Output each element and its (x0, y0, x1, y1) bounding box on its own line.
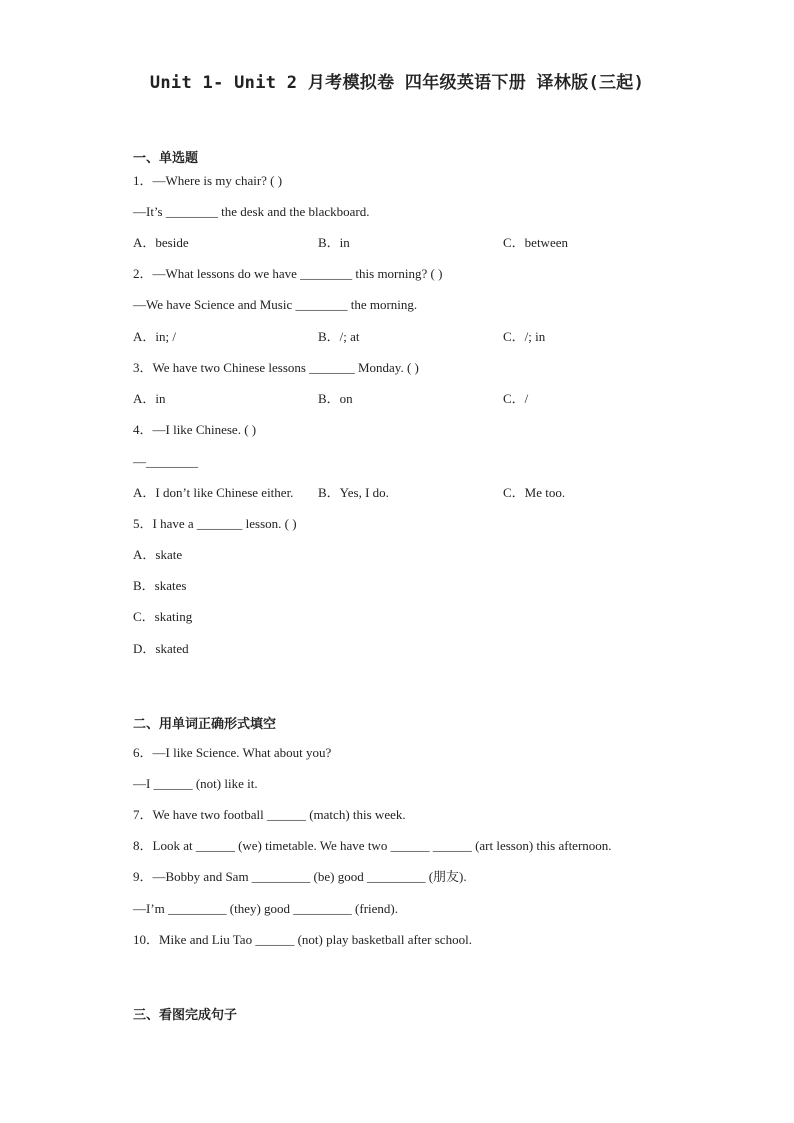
question-5-option-b: B．skates (133, 578, 187, 593)
question-2-option-c: C．/; in (503, 329, 546, 344)
question-4-option-b: B．Yes, I do. (318, 485, 389, 500)
question-1-option-b: B．in (318, 235, 350, 250)
page-title: Unit 1- Unit 2 月考模拟卷 四年级英语下册 译林版(三起) (149, 73, 645, 93)
question-9-line2: —I’m _________ (they) good _________ (friend). (133, 901, 399, 916)
question-4-line2: —________ (133, 454, 198, 469)
question-3-stem: 3．We have two Chinese lessons _______ Monday. ( ) (133, 360, 419, 375)
question-6-stem: 6．—I like Science. What about you? (133, 745, 332, 760)
section-heading-single-choice: 一、单选题 (133, 151, 199, 166)
question-5-stem: 5．I have a _______ lesson. ( ) (133, 516, 297, 531)
question-7-stem: 7．We have two football ______ (match) this week. (133, 807, 406, 822)
question-6-line2: —I ______ (not) like it. (133, 776, 258, 791)
question-2-line2: —We have Science and Music ________ the morning. (133, 297, 418, 312)
question-1-stem: 1．—Where is my chair? ( ) (133, 173, 283, 188)
question-8-stem: 8．Look at ______ (we) timetable. We have two ______ ______ (art lesson) this afternoon. (133, 838, 612, 853)
question-2-stem: 2．—What lessons do we have ________ this morning? ( ) (133, 266, 443, 281)
question-2-option-b: B．/; at (318, 329, 360, 344)
section-heading-picture-sentences: 三、看图完成句子 (133, 1008, 238, 1023)
question-1-line2: —It’s ________ the desk and the blackboard. (133, 204, 370, 219)
question-1-option-c: C．between (503, 235, 568, 250)
question-5-option-c: C．skating (133, 609, 193, 624)
question-4-option-c: C．Me too. (503, 485, 566, 500)
question-2-option-a: A．in; / (133, 329, 176, 344)
question-3-option-b: B．on (318, 391, 353, 406)
question-4-option-a: A．I don’t like Chinese either. (133, 485, 294, 500)
question-5-option-a: A．skate (133, 547, 183, 562)
question-5-option-d: D．skated (133, 641, 189, 656)
question-9-stem: 9．—Bobby and Sam _________ (be) good _________ (朋友). (133, 869, 467, 884)
question-3-option-a: A．in (133, 391, 166, 406)
question-10-stem: 10．Mike and Liu Tao ______ (not) play basketball after school. (133, 932, 472, 947)
section-heading-fill-blank: 二、用单词正确形式填空 (133, 717, 277, 732)
question-3-option-c: C．/ (503, 391, 529, 406)
question-4-stem: 4．—I like Chinese. ( ) (133, 422, 257, 437)
question-1-option-a: A．beside (133, 235, 189, 250)
